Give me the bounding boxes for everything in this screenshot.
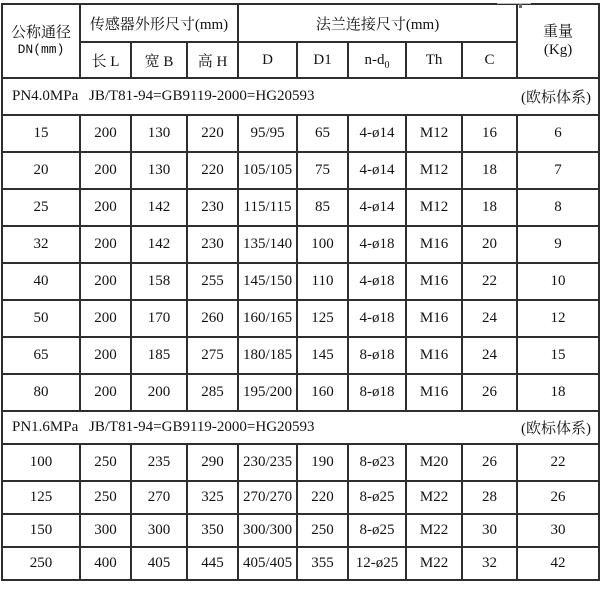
cell-c: 26 bbox=[462, 374, 517, 411]
cell-width-b: 158 bbox=[131, 263, 187, 300]
cell-c: 18 bbox=[462, 189, 517, 226]
cell-n-d0: 4-ø18 bbox=[348, 226, 406, 263]
cell-th: M12 bbox=[406, 152, 462, 189]
cell-height-h: 220 bbox=[187, 152, 238, 189]
header-n-d0 bbox=[348, 42, 406, 78]
cell-c: 18 bbox=[462, 152, 517, 189]
pressure-rating-label: PN1.6MPa bbox=[12, 419, 79, 435]
cell-th: M22 bbox=[406, 547, 462, 580]
cell-weight: 42 bbox=[517, 547, 599, 580]
header-n-d0-base: n-d bbox=[364, 51, 385, 68]
cell-c: 16 bbox=[462, 115, 517, 152]
header-height-h: 高 H bbox=[187, 42, 238, 78]
cell-dn: 25 bbox=[2, 189, 80, 226]
cell-c: 28 bbox=[462, 481, 517, 514]
cell-dn: 20 bbox=[2, 152, 80, 189]
cell-length-l: 200 bbox=[80, 300, 131, 337]
cell-d: 180/185 bbox=[238, 337, 297, 374]
cell-length-l: 200 bbox=[80, 115, 131, 152]
cell-dn: 50 bbox=[2, 300, 80, 337]
cell-height-h: 255 bbox=[187, 263, 238, 300]
header-width-b: 宽 B bbox=[131, 42, 187, 78]
cell-th: M16 bbox=[406, 263, 462, 300]
header-weight-cn: 重量 bbox=[543, 24, 574, 40]
cell-weight: 7 bbox=[517, 152, 599, 189]
table-row bbox=[2, 514, 599, 547]
cell-height-h: 230 bbox=[187, 189, 238, 226]
cell-dn: 100 bbox=[2, 444, 80, 481]
cell-height-h: 325 bbox=[187, 481, 238, 514]
cell-d1: 355 bbox=[297, 547, 348, 580]
pressure-section-content bbox=[3, 86, 598, 107]
cell-width-b: 235 bbox=[131, 444, 187, 481]
cell-width-b: 270 bbox=[131, 481, 187, 514]
cell-weight: 18 bbox=[517, 374, 599, 411]
cell-th: M22 bbox=[406, 481, 462, 514]
cell-c: 24 bbox=[462, 300, 517, 337]
cell-n-d0: 4-ø14 bbox=[348, 115, 406, 152]
table-row bbox=[2, 481, 599, 514]
cell-width-b: 142 bbox=[131, 189, 187, 226]
cell-length-l: 200 bbox=[80, 189, 131, 226]
cell-d1: 110 bbox=[297, 263, 348, 300]
cell-dn: 15 bbox=[2, 115, 80, 152]
cell-th: M16 bbox=[406, 300, 462, 337]
cell-c: 24 bbox=[462, 337, 517, 374]
cell-dn: 32 bbox=[2, 226, 80, 263]
cell-th: M16 bbox=[406, 226, 462, 263]
cell-c: 20 bbox=[462, 226, 517, 263]
cell-dn: 125 bbox=[2, 481, 80, 514]
header-c: C bbox=[462, 42, 517, 78]
table-row bbox=[2, 263, 599, 300]
cell-c: 22 bbox=[462, 263, 517, 300]
pressure-section-cell bbox=[2, 78, 599, 115]
cell-d1: 125 bbox=[297, 300, 348, 337]
euro-standard-note: (欧标体系) bbox=[521, 421, 592, 437]
cell-th: M16 bbox=[406, 337, 462, 374]
cell-n-d0: 8-ø18 bbox=[348, 337, 406, 374]
cell-n-d0: 12-ø25 bbox=[348, 547, 406, 580]
cell-weight: 9 bbox=[517, 226, 599, 263]
cell-n-d0: 8-ø25 bbox=[348, 481, 406, 514]
cell-c: 26 bbox=[462, 444, 517, 481]
cell-height-h: 350 bbox=[187, 514, 238, 547]
standard-codes-label: JB/T81-94=GB9119-2000=HG20593 bbox=[89, 88, 315, 104]
cell-d1: 220 bbox=[297, 481, 348, 514]
cell-n-d0: 4-ø14 bbox=[348, 152, 406, 189]
cell-height-h: 285 bbox=[187, 374, 238, 411]
cell-th: M16 bbox=[406, 374, 462, 411]
cell-c: 30 bbox=[462, 514, 517, 547]
pressure-rating-label: PN4.0MPa bbox=[12, 88, 79, 104]
pressure-section-cell bbox=[2, 411, 599, 444]
cell-d: 160/165 bbox=[238, 300, 297, 337]
cell-d: 135/140 bbox=[238, 226, 297, 263]
cell-n-d0: 8-ø25 bbox=[348, 514, 406, 547]
table-row bbox=[2, 115, 599, 152]
cell-n-d0: 4-ø18 bbox=[348, 263, 406, 300]
cell-weight: 26 bbox=[517, 481, 599, 514]
dimension-spec-table bbox=[1, 3, 600, 581]
cell-th: M12 bbox=[406, 189, 462, 226]
cropped-text-artifact bbox=[497, 3, 531, 8]
cell-n-d0: 8-ø23 bbox=[348, 444, 406, 481]
pressure-section-row bbox=[2, 411, 599, 444]
header-length-l: 长 L bbox=[80, 42, 131, 78]
cell-length-l: 200 bbox=[80, 337, 131, 374]
cell-weight: 8 bbox=[517, 189, 599, 226]
header-d: D bbox=[238, 42, 297, 78]
cell-d1: 85 bbox=[297, 189, 348, 226]
cell-dn: 150 bbox=[2, 514, 80, 547]
cell-d: 145/150 bbox=[238, 263, 297, 300]
header-sensor-dimensions: 传感器外形尺寸(mm) bbox=[80, 4, 238, 42]
cell-d1: 190 bbox=[297, 444, 348, 481]
table-row bbox=[2, 444, 599, 481]
header-weight-unit: (Kg) bbox=[543, 42, 573, 58]
header-row-groups bbox=[2, 4, 599, 42]
cell-d: 195/200 bbox=[238, 374, 297, 411]
cell-d: 300/300 bbox=[238, 514, 297, 547]
cell-height-h: 230 bbox=[187, 226, 238, 263]
cell-d: 105/105 bbox=[238, 152, 297, 189]
cell-height-h: 275 bbox=[187, 337, 238, 374]
cell-th: M22 bbox=[406, 514, 462, 547]
cell-weight: 12 bbox=[517, 300, 599, 337]
cell-th: M12 bbox=[406, 115, 462, 152]
cell-d1: 100 bbox=[297, 226, 348, 263]
cell-length-l: 300 bbox=[80, 514, 131, 547]
header-flange-dimensions: 法兰连接尺寸(mm) bbox=[238, 4, 517, 42]
cell-dn: 40 bbox=[2, 263, 80, 300]
cell-n-d0: 4-ø14 bbox=[348, 189, 406, 226]
cell-d: 95/95 bbox=[238, 115, 297, 152]
header-row-subcolumns bbox=[2, 42, 599, 78]
cell-weight: 10 bbox=[517, 263, 599, 300]
cell-length-l: 250 bbox=[80, 481, 131, 514]
pressure-section-row bbox=[2, 78, 599, 115]
cell-height-h: 290 bbox=[187, 444, 238, 481]
table-body bbox=[2, 78, 599, 580]
cell-d: 230/235 bbox=[238, 444, 297, 481]
header-nominal-diameter-dn: DN(mm) bbox=[17, 42, 65, 57]
cell-width-b: 170 bbox=[131, 300, 187, 337]
cell-width-b: 405 bbox=[131, 547, 187, 580]
table-row bbox=[2, 152, 599, 189]
cell-d1: 65 bbox=[297, 115, 348, 152]
euro-standard-note: (欧标体系) bbox=[521, 90, 592, 106]
header-nominal-diameter-cn: 公称通径 bbox=[10, 25, 71, 41]
cell-weight: 22 bbox=[517, 444, 599, 481]
cell-length-l: 200 bbox=[80, 374, 131, 411]
cell-width-b: 300 bbox=[131, 514, 187, 547]
cell-d: 115/115 bbox=[238, 189, 297, 226]
cell-n-d0: 4-ø18 bbox=[348, 300, 406, 337]
header-th: Th bbox=[406, 42, 462, 78]
cell-height-h: 445 bbox=[187, 547, 238, 580]
cell-dn: 65 bbox=[2, 337, 80, 374]
cell-th: M20 bbox=[406, 444, 462, 481]
pressure-section-content bbox=[3, 417, 598, 438]
cell-dn: 80 bbox=[2, 374, 80, 411]
table-row bbox=[2, 547, 599, 580]
cell-d: 405/405 bbox=[238, 547, 297, 580]
cell-width-b: 185 bbox=[131, 337, 187, 374]
standard-codes-label: JB/T81-94=GB9119-2000=HG20593 bbox=[89, 419, 315, 435]
header-nominal-diameter bbox=[2, 4, 80, 78]
cell-n-d0: 8-ø18 bbox=[348, 374, 406, 411]
cell-length-l: 200 bbox=[80, 152, 131, 189]
cell-d1: 145 bbox=[297, 337, 348, 374]
cell-length-l: 400 bbox=[80, 547, 131, 580]
cell-weight: 15 bbox=[517, 337, 599, 374]
cell-dn: 250 bbox=[2, 547, 80, 580]
cell-length-l: 200 bbox=[80, 226, 131, 263]
cell-weight: 30 bbox=[517, 514, 599, 547]
cell-length-l: 200 bbox=[80, 263, 131, 300]
table-row bbox=[2, 374, 599, 411]
cell-height-h: 260 bbox=[187, 300, 238, 337]
header-n-d0-subscript: 0 bbox=[384, 59, 390, 71]
cell-width-b: 200 bbox=[131, 374, 187, 411]
cell-c: 32 bbox=[462, 547, 517, 580]
cell-width-b: 130 bbox=[131, 152, 187, 189]
cell-weight: 6 bbox=[517, 115, 599, 152]
cell-d1: 250 bbox=[297, 514, 348, 547]
table-row bbox=[2, 189, 599, 226]
table-row bbox=[2, 300, 599, 337]
table-row bbox=[2, 337, 599, 374]
cell-width-b: 130 bbox=[131, 115, 187, 152]
cell-d1: 75 bbox=[297, 152, 348, 189]
cell-d1: 160 bbox=[297, 374, 348, 411]
cell-d: 270/270 bbox=[238, 481, 297, 514]
header-weight bbox=[517, 4, 599, 78]
cell-width-b: 142 bbox=[131, 226, 187, 263]
cell-length-l: 250 bbox=[80, 444, 131, 481]
table-row bbox=[2, 226, 599, 263]
header-d1: D1 bbox=[297, 42, 348, 78]
cell-height-h: 220 bbox=[187, 115, 238, 152]
